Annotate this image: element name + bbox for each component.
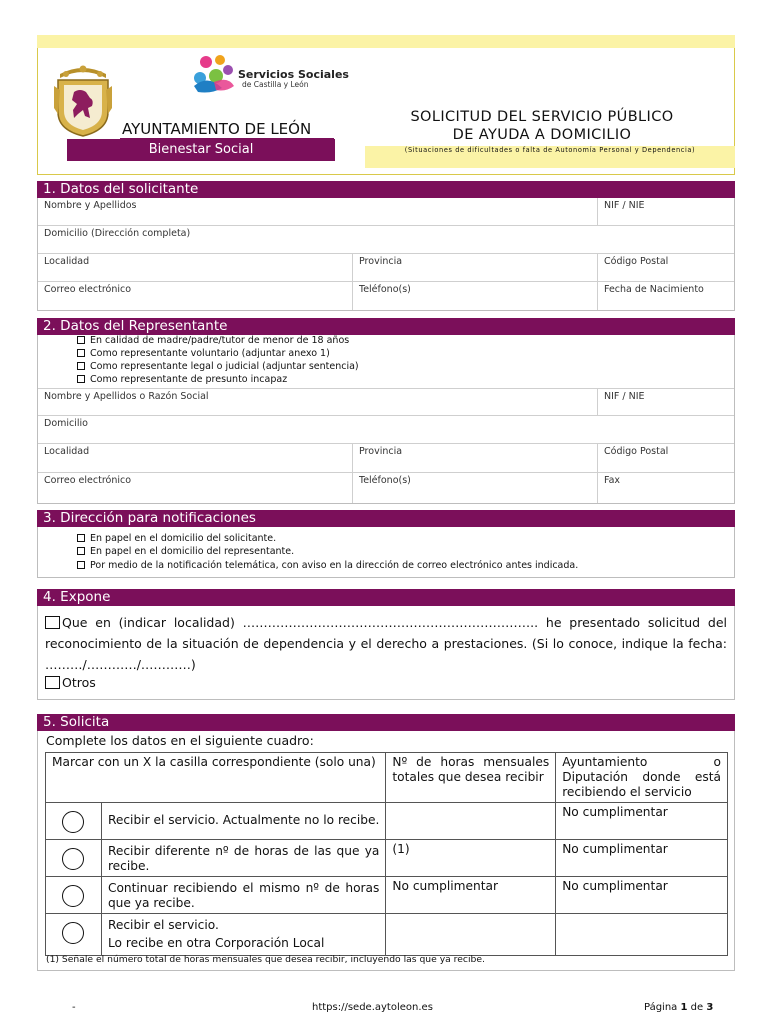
row-text-a: Recibir el servicio. xyxy=(107,918,219,932)
document-subtitle: (Situaciones de dificultades o falta de Autonomía Personal y Dependencia) xyxy=(404,146,696,154)
field-codigo-postal-label: Código Postal xyxy=(604,256,669,267)
checkbox[interactable] xyxy=(77,547,85,555)
field-rep-fax-label: Fax xyxy=(604,475,621,486)
row-text xyxy=(101,914,385,956)
field-rep-nif[interactable] xyxy=(597,389,734,415)
field-telefono[interactable] xyxy=(352,282,597,310)
option-representante-legal[interactable] xyxy=(77,361,359,372)
option-label: Por medio de la notificación telemática, con aviso en la dirección de correo electrónico antes indicada. xyxy=(90,560,579,571)
field-rep-provincia[interactable] xyxy=(352,444,597,472)
footer-url[interactable]: https://sede.aytoleon.es xyxy=(312,1002,433,1013)
servicios-sociales-subtitle: de Castilla y León xyxy=(242,80,309,89)
field-rep-telefono-label: Teléfono(s) xyxy=(359,475,411,486)
coat-of-arms-icon xyxy=(52,64,114,138)
checkbox[interactable] xyxy=(77,561,85,569)
page-total: 3 xyxy=(706,1002,714,1013)
horas-input[interactable] xyxy=(386,803,556,840)
row-text: Continuar recibiendo el mismo nº de horas que ya recibe. xyxy=(101,877,385,914)
section-2-header: 2. Datos del Representante xyxy=(37,318,735,335)
checkbox[interactable] xyxy=(77,375,85,383)
option-label: En calidad de madre/padre/tutor de menor de 18 años xyxy=(90,335,350,346)
expone-paragraph xyxy=(45,612,727,675)
solicita-intro: Complete los datos en el siguiente cuadro: xyxy=(46,733,314,748)
radio-cell xyxy=(46,803,102,840)
footer-dash: - xyxy=(72,1002,76,1013)
option-representante-voluntario[interactable] xyxy=(77,348,330,359)
field-rep-localidad-label: Localidad xyxy=(44,446,90,457)
horas-cell: No cumplimentar xyxy=(386,877,556,914)
field-telefono-label: Teléfono(s) xyxy=(359,284,411,295)
option-label: En papel en el domicilio del solicitante. xyxy=(90,533,277,544)
ayto-cell: No cumplimentar xyxy=(556,877,728,914)
row-text-b: Lo recibe en otra Corporación Local xyxy=(107,936,325,950)
checkbox[interactable] xyxy=(77,362,85,370)
option-label: Como representante legal o judicial (adjuntar sentencia) xyxy=(90,361,359,372)
field-nif[interactable] xyxy=(597,198,734,225)
row-text: Recibir diferente nº de horas de las que ya recibe. xyxy=(101,840,385,877)
document-title-line2: DE AYUDA A DOMICILIO xyxy=(452,127,632,143)
checkbox-expone[interactable] xyxy=(45,616,60,629)
field-fecha-nacimiento-label: Fecha de Nacimiento xyxy=(604,284,704,295)
field-codigo-postal[interactable] xyxy=(597,254,734,281)
servicios-sociales-name: Servicios Sociales xyxy=(238,68,349,81)
radio-mismo-horas[interactable] xyxy=(62,885,84,907)
expone-text: Que en (indicar localidad) …………………………………………………………….. he presentado solicitud del reconocimiento de la situación de dependencia y el derecho a prestaciones. (Si lo conoce, indique la fecha: ………/…………/…………) xyxy=(45,615,727,672)
field-rep-correo[interactable] xyxy=(38,473,352,503)
header-ayuntamiento: Ayuntamiento o Diputación donde está recibiendo el servicio xyxy=(556,753,728,803)
ayto-cell: No cumplimentar xyxy=(556,840,728,877)
ayto-input[interactable] xyxy=(556,914,728,956)
page-current: 1 xyxy=(680,1002,688,1013)
option-notif-representante[interactable] xyxy=(77,546,294,557)
solicita-table xyxy=(45,752,728,956)
table-row xyxy=(46,914,728,956)
field-localidad-label: Localidad xyxy=(44,256,90,267)
section-1-header: 1. Datos del solicitante xyxy=(37,181,735,198)
field-rep-correo-label: Correo electrónico xyxy=(44,475,132,486)
page-prefix: Página xyxy=(644,1002,681,1013)
page-mid: de xyxy=(687,1002,707,1013)
header-marcar: Marcar con un X la casilla correspondiente (solo una) xyxy=(46,753,386,803)
option-label: Como representante voluntario (adjuntar anexo 1) xyxy=(90,348,330,359)
radio-cell xyxy=(46,914,102,956)
field-fecha-nacimiento[interactable] xyxy=(597,282,734,310)
field-provincia-label: Provincia xyxy=(359,256,403,267)
table-row xyxy=(46,877,728,914)
field-nif-label: NIF / NIE xyxy=(604,200,645,211)
checkbox-otros[interactable] xyxy=(45,676,60,689)
field-rep-telefono[interactable] xyxy=(352,473,597,503)
option-notif-telematica[interactable] xyxy=(77,560,578,571)
field-rep-codigo-postal-label: Código Postal xyxy=(604,446,669,457)
otros-label: Otros xyxy=(62,675,96,690)
header-horas: Nº de horas mensuales totales que desea recibir xyxy=(386,753,556,803)
section-2-box xyxy=(37,335,735,504)
field-rep-fax[interactable] xyxy=(597,473,734,503)
footnote: (1) Señale el número total de horas mensuales que desea recibir, incluyendo las que ya recibe. xyxy=(46,954,485,965)
table-row xyxy=(46,840,728,877)
radio-otra-corporacion[interactable] xyxy=(62,922,84,944)
option-notif-solicitante[interactable] xyxy=(77,533,276,544)
row-text: Recibir el servicio. Actualmente no lo recibe. xyxy=(101,803,385,840)
field-rep-provincia-label: Provincia xyxy=(359,446,403,457)
option-label: Como representante de presunto incapaz xyxy=(90,374,288,385)
checkbox[interactable] xyxy=(77,534,85,542)
section-1-box xyxy=(37,198,735,311)
section-4-header: 4. Expone xyxy=(37,589,735,606)
department-label: Bienestar Social xyxy=(67,139,335,161)
page-number xyxy=(644,1002,713,1013)
field-rep-nif-label: NIF / NIE xyxy=(604,391,645,402)
horas-input[interactable]: (1) xyxy=(386,840,556,877)
section-3-header: 3. Dirección para notificaciones xyxy=(37,510,735,527)
checkbox[interactable] xyxy=(77,336,85,344)
option-otros[interactable] xyxy=(45,675,96,690)
field-correo[interactable] xyxy=(38,282,352,310)
field-domicilio-label: Domicilio (Dirección completa) xyxy=(44,228,191,239)
radio-recibir-servicio[interactable] xyxy=(62,811,84,833)
option-representante-incapaz[interactable] xyxy=(77,374,287,385)
field-rep-domicilio-label: Domicilio xyxy=(44,418,88,429)
section-3-box xyxy=(37,527,735,578)
field-provincia[interactable] xyxy=(352,254,597,281)
field-localidad[interactable] xyxy=(38,254,352,281)
ayto-cell: No cumplimentar xyxy=(556,803,728,840)
document-title-line1: SOLICITUD DEL SERVICIO PÚBLICO xyxy=(410,109,674,125)
field-nombre-label: Nombre y Apellidos xyxy=(44,200,137,211)
ayuntamiento-name: AYUNTAMIENTO DE LEÓN xyxy=(122,120,312,138)
table-header-row xyxy=(46,753,728,803)
option-representante-tutor[interactable] xyxy=(77,335,349,346)
section-5-header: 5. Solicita xyxy=(37,714,735,731)
field-rep-nombre-label: Nombre y Apellidos o Razón Social xyxy=(44,391,209,402)
option-label: En papel en el domicilio del representante. xyxy=(90,546,295,557)
field-rep-codigo-postal[interactable] xyxy=(597,444,734,472)
field-domicilio[interactable] xyxy=(38,226,734,254)
radio-cell xyxy=(46,840,102,877)
checkbox[interactable] xyxy=(77,349,85,357)
header-top-band xyxy=(37,35,735,48)
radio-diferente-horas[interactable] xyxy=(62,848,84,870)
field-rep-nombre[interactable] xyxy=(38,389,597,415)
radio-cell xyxy=(46,877,102,914)
horas-input[interactable] xyxy=(386,914,556,956)
field-correo-label: Correo electrónico xyxy=(44,284,132,295)
table-row xyxy=(46,803,728,840)
field-rep-domicilio[interactable] xyxy=(38,416,734,444)
field-rep-localidad[interactable] xyxy=(38,444,352,472)
